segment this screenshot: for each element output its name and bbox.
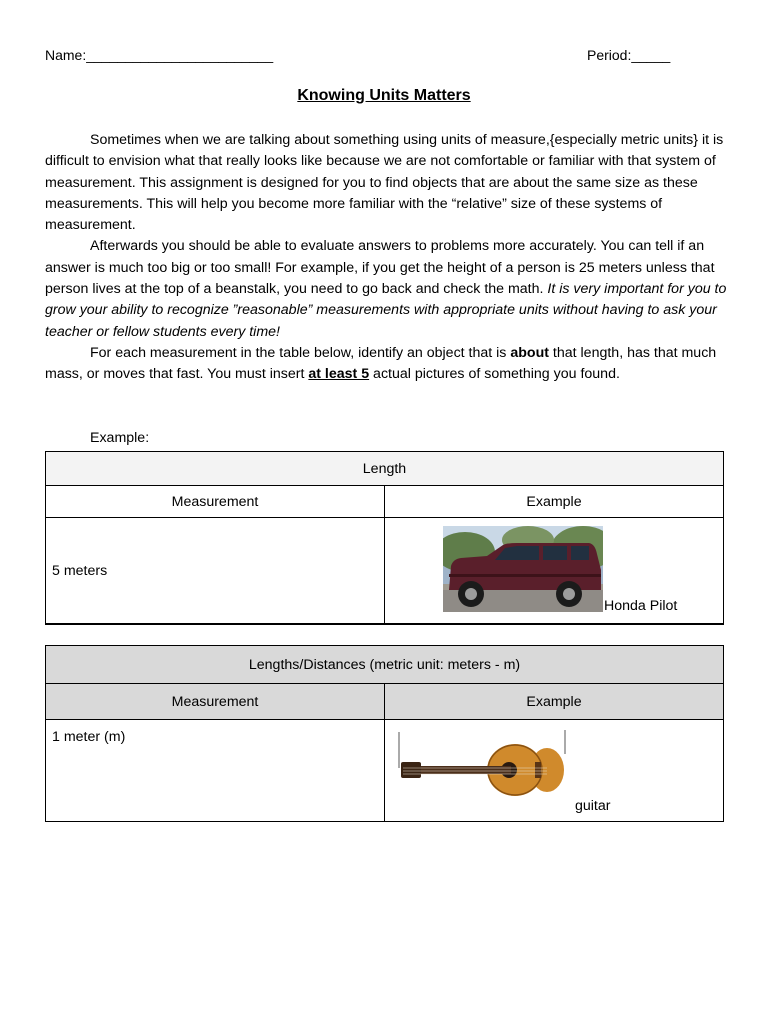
column-header-example: Example <box>385 684 724 720</box>
example-table-header-row <box>46 486 724 518</box>
example-table-title: Length <box>46 452 724 486</box>
column-header-measurement: Measurement <box>46 684 385 720</box>
example-caption: guitar <box>575 798 611 814</box>
paragraph-1 <box>45 130 735 236</box>
paragraph-1-text: Sometimes when we are talking about something using units of measure,{especially metric units} it is difficult to envision what that really looks like because we are not comfortable or familiar with that system of measurement. This assignment is designed for you to find objects that are about the same size as these measurements. This will help you become more familiar with the “relative” size of these systems of measurement. <box>45 132 724 234</box>
page-title: Knowing Units Matters <box>297 87 471 104</box>
period-field-label: Period:_____ <box>587 47 671 63</box>
instructions <box>45 130 735 386</box>
example-caption: Honda Pilot <box>604 598 678 614</box>
measurement-cell: 1 meter (m) <box>52 729 126 745</box>
paragraph-3-text-a: For each measurement in the table below, identify an object that is <box>90 344 511 361</box>
paragraph-3-bold-underline: at least 5 <box>308 366 370 383</box>
lengths-table-title: Lengths/Distances (metric unit: meters - m) <box>46 646 724 684</box>
car-image <box>443 526 603 612</box>
example-label: Example: <box>90 430 150 446</box>
column-header-measurement: Measurement <box>46 486 385 518</box>
lengths-table <box>45 645 724 822</box>
paragraph-3-text-b: that length, has that much mass, or moves that fast. You must insert <box>45 344 717 383</box>
measurement-cell: 5 meters <box>52 563 108 579</box>
lengths-table-header-row <box>46 684 724 720</box>
table-row <box>46 518 724 625</box>
paragraph-2-italic: It is very important for you to grow your ability to recognize ”reasonable” measurements with appropriate units without having to ask your teacher or fellow students every time! <box>45 281 727 340</box>
paragraph-2-text: Afterwards you should be able to evaluate answers to problems more accurately. You can tell if an answer is much too big or too small! For example, if you get the height of a person is 25 meters unless that person lives at the top of a beanstalk, you need to go back and check the math. <box>45 238 715 298</box>
example-table <box>45 451 724 625</box>
example-table-title-row <box>46 452 724 486</box>
paragraph-3-text-c: actual pictures of something you found. <box>369 366 620 383</box>
column-header-example: Example <box>385 486 724 518</box>
paragraph-3-bold: about <box>510 344 549 361</box>
paragraph-2 <box>45 236 735 342</box>
table-row <box>46 720 724 822</box>
paragraph-3 <box>45 343 735 386</box>
lengths-table-title-row <box>46 646 724 684</box>
guitar-image <box>397 728 569 806</box>
name-field-label: Name:________________________ <box>45 47 274 63</box>
